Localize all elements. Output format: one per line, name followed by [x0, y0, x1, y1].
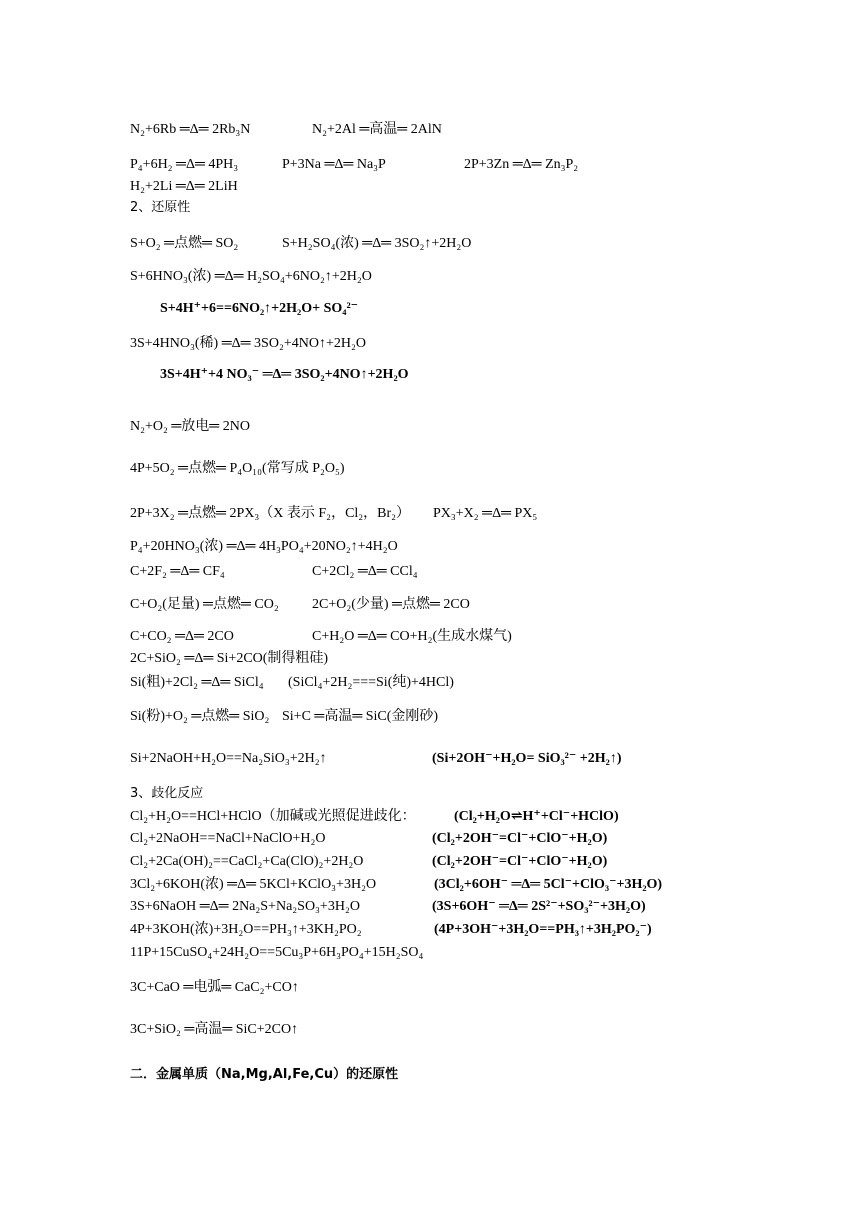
equation: 3C+SiO₂ ═高温═ SiC+2CO↑	[130, 1022, 299, 1037]
equation: 2C+SiO₂ ═Δ═ Si+2CO(制得粗硅)	[130, 651, 329, 666]
section-heading: 2、还原性	[130, 200, 191, 215]
equation: 2P+3X₂ ═点燃═ 2PX₃（X 表示 F₂，Cl₂，Br₂）	[130, 506, 411, 521]
equation: 11P+15CuSO₄+24H₂O==5Cu₃P+6H₃PO₄+15H₂SO₄	[130, 945, 424, 960]
equation: Si+2NaOH+H₂O==Na₂SiO₃+2H₂↑	[130, 751, 327, 766]
equation: H₂+2Li ═Δ═ 2LiH	[130, 179, 238, 194]
equation: Cl₂+2Ca(OH)₂==CaCl₂+Ca(ClO)₂+2H₂O	[130, 854, 364, 869]
equation: N₂+2Al ═高温═ 2AlN	[312, 122, 442, 137]
equation: N₂+6Rb ═Δ═ 2Rb₃N	[130, 122, 251, 137]
equation: P+3Na ═Δ═ Na₃P	[282, 157, 386, 172]
equation: 3Cl₂+6KOH(浓) ═Δ═ 5KCl+KClO₃+3H₂O	[130, 877, 377, 892]
equation: 3C+CaO ═电弧═ CaC₂+CO↑	[130, 980, 299, 995]
section-heading: 3、歧化反应	[130, 786, 204, 801]
equation: 4P+3KOH(浓)+3H₂O==PH₃↑+3KH₂PO₂	[130, 922, 362, 937]
section-heading: 二．金属单质（Na,Mg,Al,Fe,Cu）的还原性	[130, 1067, 399, 1082]
equation: 2C+O₂(少量) ═点燃═ 2CO	[312, 597, 470, 612]
equation: 3S+6NaOH ═Δ═ 2Na₂S+Na₂SO₃+3H₂O	[130, 899, 360, 914]
equation: S+H₂SO₄(浓) ═Δ═ 3SO₂↑+2H₂O	[282, 236, 472, 251]
equation: Si(粉)+O₂ ═点燃═ SiO₂	[130, 709, 270, 724]
ionic-equation: (Si+2OH⁻+H₂O= SiO₃²⁻ +2H₂↑)	[432, 751, 622, 766]
equation: S+O₂ ═点燃═ SO₂	[130, 236, 239, 251]
equation: C+2Cl₂ ═Δ═ CCl₄	[312, 564, 418, 579]
ionic-equation: (4P+3OH⁻+3H₂O==PH₃↑+3H₂PO₂⁻)	[434, 922, 652, 937]
ionic-equation: 3S+4H⁺+4 NO₃⁻ ═Δ═ 3SO₂+4NO↑+2H₂O	[160, 367, 409, 382]
ionic-equation: S+4H⁺+6==6NO₂↑+2H₂O+ SO₄²⁻	[160, 301, 359, 316]
ionic-equation: (Cl₂+2OH⁻=Cl⁻+ClO⁻+H₂O)	[432, 831, 608, 846]
equation: Cl₂+H₂O==HCl+HClO（加碱或光照促进歧化：	[130, 809, 416, 824]
ionic-equation: (3Cl₂+6OH⁻ ═Δ═ 5Cl⁻+ClO₃⁻+3H₂O)	[434, 877, 663, 892]
equation: Cl₂+2NaOH==NaCl+NaClO+H₂O	[130, 831, 326, 846]
equation: 3S+4HNO₃(稀) ═Δ═ 3SO₂+4NO↑+2H₂O	[130, 336, 366, 351]
equation: 4P+5O₂ ═点燃═ P₄O₁₀(常写成 P₂O₅)	[130, 461, 345, 476]
equation: Si(粗)+2Cl₂ ═Δ═ SiCl₄	[130, 675, 264, 690]
equation: C+H₂O ═Δ═ CO+H₂(生成水煤气)	[312, 629, 512, 644]
equation: S+6HNO₃(浓) ═Δ═ H₂SO₄+6NO₂↑+2H₂O	[130, 269, 372, 284]
equation: 2P+3Zn ═Δ═ Zn₃P₂	[464, 157, 579, 172]
equation: N₂+O₂ ═放电═ 2NO	[130, 419, 250, 434]
equation: C+CO₂ ═Δ═ 2CO	[130, 629, 234, 644]
equation: P₄+20HNO₃(浓) ═Δ═ 4H₃PO₄+20NO₂↑+4H₂O	[130, 539, 398, 554]
equation: PX₃+X₂ ═Δ═ PX₅	[433, 506, 538, 521]
equation: (SiCl₄+2H₂===Si(纯)+4HCl)	[288, 675, 454, 690]
equation: C+O₂(足量) ═点燃═ CO₂	[130, 597, 279, 612]
equation: P₄+6H₂ ═Δ═ 4PH₃	[130, 157, 239, 172]
equation: Si+C ═高温═ SiC(金刚砂)	[282, 709, 439, 724]
ionic-equation: (Cl₂+2OH⁻=Cl⁻+ClO⁻+H₂O)	[432, 854, 608, 869]
ionic-equation: (Cl₂+H₂O⇌H⁺+Cl⁻+HClO)	[454, 809, 619, 824]
equation: C+2F₂ ═Δ═ CF₄	[130, 564, 225, 579]
ionic-equation: (3S+6OH⁻ ═Δ═ 2S²⁻+SO₃²⁻+3H₂O)	[432, 899, 646, 914]
